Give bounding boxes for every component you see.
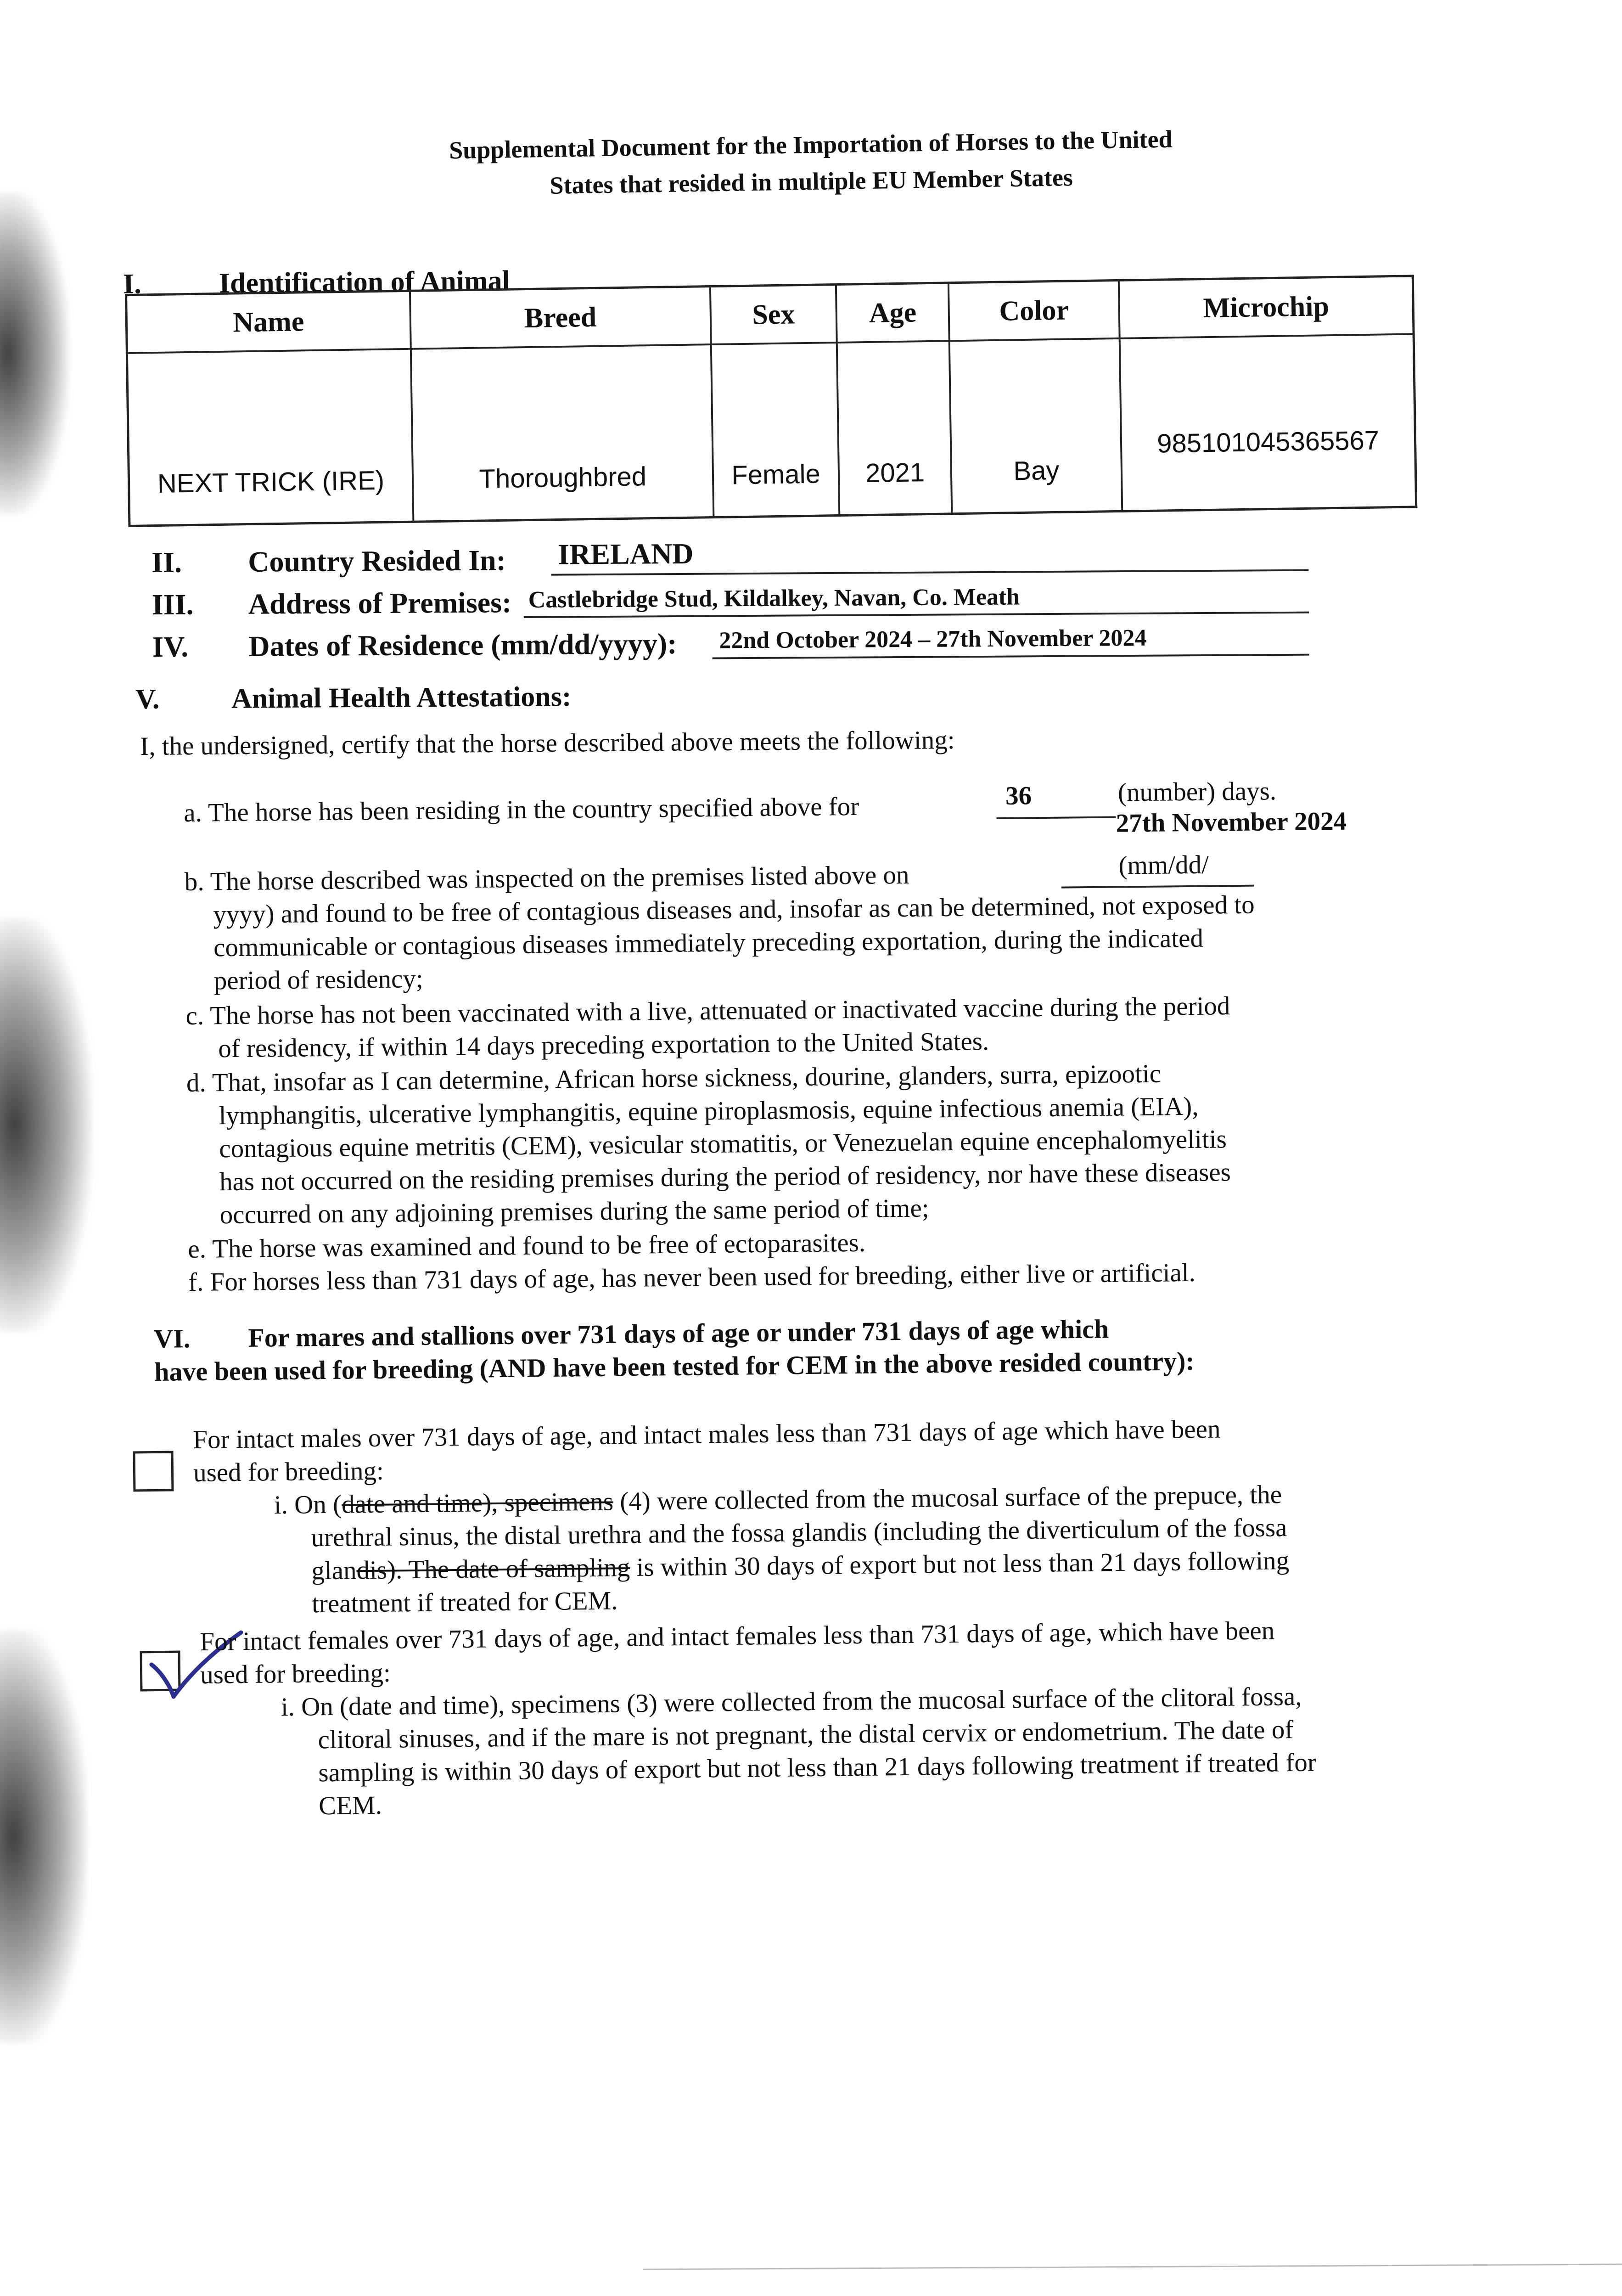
attestation-b-line-2: yyyy) and found to be free of contagious diseases and, insofar as can be determined, not exposed to	[213, 890, 1255, 929]
col-header-name: Name	[126, 291, 411, 353]
section-6-title-1: For mares and stallions over 731 days of age or under 731 days of age which	[248, 1314, 1109, 1353]
attestation-d-line-5: occurred on any adjoining premises during the same period of time;	[219, 1193, 929, 1230]
address-premises-label: Address of Premises:	[248, 586, 512, 620]
inspection-date-hint: (mm/dd/	[1118, 850, 1209, 880]
males-item-i-line-3-a: glan	[311, 1556, 357, 1586]
section-6-roman: VI.	[154, 1323, 191, 1354]
animal-identification-table	[125, 275, 1417, 527]
scan-smudge	[0, 193, 69, 514]
males-item-i-line-2: urethral sinus, the distal urethra and the fossa glandis (including the diverticulum of the fossa	[311, 1513, 1287, 1553]
males-item-i-line-4: treatment if treated for CEM.	[311, 1586, 618, 1619]
country-resided-label: Country Resided In:	[248, 544, 506, 578]
col-header-breed: Breed	[410, 287, 711, 349]
days-suffix: (number) days.	[1117, 777, 1277, 807]
table-row	[127, 334, 1416, 526]
section-6-heading	[154, 1310, 1348, 1389]
attestation-a-text: a. The horse has been residing in the country specified above for	[184, 792, 859, 827]
attestation-e: e. The horse was examined and found to be free of ectoparasites.	[188, 1228, 866, 1264]
scan-smudge	[0, 918, 92, 1332]
males-checkbox[interactable]	[133, 1451, 174, 1492]
cell-color: Bay	[949, 338, 1122, 514]
col-header-color: Color	[949, 280, 1120, 341]
males-item-i-strike-1: date and time), specimens	[341, 1487, 614, 1519]
days-value: 36	[1005, 781, 1032, 810]
attestation-d	[186, 1055, 1427, 1232]
attestation-b-line-4: period of residency;	[213, 964, 423, 996]
title-line-1: Supplemental Document for the Importation of Horses to the United	[449, 125, 1173, 164]
inspection-date-value: 27th November 2024	[1116, 806, 1347, 838]
country-resided-row	[152, 537, 1309, 586]
section-3-roman: III.	[152, 588, 194, 621]
section-1-title: Identification of Animal	[219, 265, 511, 299]
females-block	[200, 1613, 1441, 1824]
attestation-d-line-3: contagious equine metritis (CEM), vesicular stomatitis, or Venezuelan equine encephalomyelitis	[219, 1125, 1227, 1164]
attestation-c	[185, 988, 1426, 1066]
section-2-roman: II.	[152, 546, 182, 579]
cell-name: NEXT TRICK (IRE)	[127, 349, 413, 526]
cell-sex: Female	[711, 343, 839, 518]
cell-age: 2021	[837, 341, 952, 515]
cell-breed: Thoroughbred	[411, 344, 713, 522]
residence-fields	[152, 537, 1309, 671]
males-item-i-prefix: i. On (	[274, 1490, 342, 1520]
females-item-i-line-4: CEM.	[318, 1790, 382, 1821]
attestation-c-line-2: of residency, if within 14 days preceding exportation to the United States.	[218, 1027, 989, 1064]
attestation-c-line-1: c. The horse has not been vaccinated with a live, attenuated or inactivated vaccine during the period	[185, 991, 1230, 1030]
col-header-sex: Sex	[710, 285, 837, 345]
section-5-roman: V.	[135, 683, 160, 715]
country-resided-value: IRELAND	[557, 537, 694, 571]
section-5-title: Animal Health Attestations:	[231, 681, 572, 715]
attestation-b-line-3: communicable or contagious diseases immediately preceding exportation, during the indicated	[213, 923, 1204, 962]
males-item-i-line-3-b: is within 30 days of export but not less than 21 days following	[629, 1546, 1290, 1582]
col-header-age: Age	[836, 283, 949, 343]
attestation-d-line-1: d. That, insofar as I can determine, African horse sickness, dourine, glanders, surra, epizootic	[186, 1059, 1162, 1097]
section-4-roman: IV.	[152, 630, 189, 663]
dates-residence-label: Dates of Residence (mm/dd/yyyy):	[248, 627, 677, 663]
attestation-b	[184, 850, 1425, 998]
section-6-heading-line-2: have been used for breeding (AND have been tested for CEM in the above resided country):	[154, 1346, 1195, 1387]
females-item-i-line-3: sampling is within 30 days of export but not less than 21 days following treatment if treated for	[318, 1748, 1317, 1788]
scan-smudge	[0, 1630, 87, 2043]
section-1-roman: I.	[123, 268, 141, 300]
section-5-heading	[135, 681, 572, 716]
attestation-intro: I, the undersigned, certify that the horse described above meets the following:	[140, 726, 955, 761]
males-item-i-strike-2: dis). The date of sampling	[356, 1553, 630, 1585]
females-line-1: For intact females over 731 days of age, and intact females less than 731 days of age, which have been	[200, 1616, 1275, 1656]
males-item-i-rest: (4) were collected from the mucosal surface of the prepuce, the	[613, 1480, 1282, 1516]
col-header-microchip: Microchip	[1119, 276, 1414, 338]
females-item-i-line-2: clitoral sinuses, and if the mare is not pregnant, the distal cervix or endometrium. The date of	[318, 1715, 1294, 1755]
males-block	[193, 1411, 1434, 1622]
title-line-2: States that resided in multiple EU Member States	[550, 163, 1073, 199]
attestation-b-line-1: b. The horse described was inspected on the premises listed above on	[184, 860, 909, 896]
address-premises-value: Castlebridge Stud, Kildalkey, Navan, Co. Meath	[528, 584, 1020, 613]
males-line-2: used for breeding:	[193, 1456, 384, 1487]
attestation-list	[184, 777, 1428, 1299]
attestation-a	[184, 777, 1424, 866]
attestation-d-line-4: has not occurred on the residing premises during the period of residency, nor have these diseases	[219, 1158, 1231, 1197]
females-item-i-line-1: i. On (date and time), specimens (3) were collected from the mucosal surface of the clitoral fossa,	[281, 1682, 1302, 1722]
cell-microchip: 985101045365567	[1120, 334, 1416, 511]
document-title	[0, 113, 1622, 212]
males-line-1: For intact males over 731 days of age, and intact males less than 731 days of age which have been	[193, 1414, 1221, 1454]
scan-edge-line	[643, 2263, 1622, 2270]
attestation-f: f. For horses less than 731 days of age, has never been used for breeding, either live or artificial.	[188, 1258, 1196, 1297]
dates-residence-value: 22nd October 2024 – 27th November 2024	[719, 625, 1147, 654]
attestation-d-line-2: lymphangitis, ulcerative lymphangitis, equine piroplasmosis, equine infectious anemia (EIA),	[219, 1092, 1199, 1131]
dates-residence-row	[152, 622, 1309, 671]
females-line-2: used for breeding:	[200, 1658, 391, 1689]
